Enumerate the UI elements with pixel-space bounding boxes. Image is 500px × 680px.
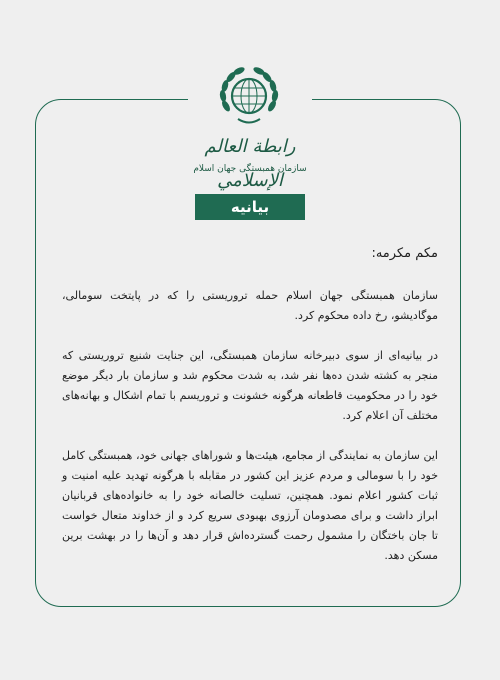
paragraph-2: در بیانیه‌ای از سوی دبیرخانه سازمان همبستگی، این جنایت شنیع تروریستی که منجر به کشته شدن ده‌ها نفر شد، به شدت محکوم شد و سازمان بار دیگر موضع خود را در محکومیت قاطعانه هرگونه خشونت و تروریسم با تمام اشکال و بهانه‌های مختلف آن اعلام کرد.: [62, 349, 438, 422]
globe-wreath-emblem-icon: [218, 66, 280, 128]
paragraph-1: سازمان همبستگی جهان اسلام حمله تروریستی را که در پایتخت سومالی، موگادیشو، رخ داده محکوم کرد.: [62, 289, 438, 322]
salutation: مکم مکرمه:: [371, 246, 438, 261]
paragraph-3: این سازمان به نمایندگی از مجامع، هیئت‌ها و شوراهای جهانی خود، همبستگی کامل خود را با سومالی و مردم عزیز این کشور در مقابله با هرگونه تهدید علیه امنیت و ثبات کشور اعلام نمود. همچنین، تسلیت خالصانه خود را به خانواده‌های قربانیان ابراز داشت و برای مصدومان آرزوی بهبودی سریع کرد و از خداوند متعال خواست تا جان باختگان را مشمول رحمت گسترده‌اش قرار دهد و آن‌ها را در بهشت برین مسکن دهد.: [62, 449, 438, 562]
org-name-persian: سازمان همبستگی جهان اسلام: [193, 164, 307, 174]
org-name-arabic: رابطة العالم الإسلامي: [204, 136, 296, 191]
statement-title-banner: بیانیه: [195, 194, 305, 220]
statement-body: [62, 286, 438, 586]
